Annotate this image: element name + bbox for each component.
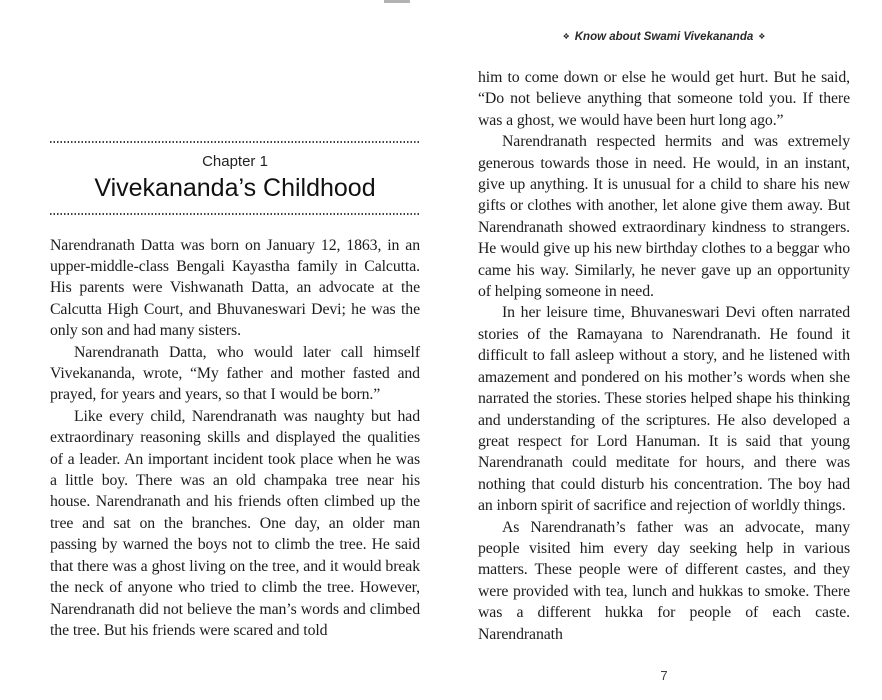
paragraph: him to come down or else he would get hurt. But he said, “Do not believe anything that someone told you. If there was a ghost, we would have been hurt long ago.” (478, 69, 850, 129)
right-page-body (478, 67, 850, 645)
left-page (50, 0, 420, 641)
paragraph: Narendranath Datta, who would later call himself Vivekananda, wrote, “My father and mother fasted and prayed, for years and years, so that I would be born.” (50, 343, 420, 404)
paragraph: Like every child, Narendranath was naughty but had extraordinary reasoning skills and displayed the qualities of a leader. An important incident took place when he was a little boy. There was an old champaka tree near his house. Narendranath and his friends often climbed up the tree and sat on the branches. One day, an older man passing by warned the boys not to climb the tree. He said that there was a ghost living on the tree, and it would break the neck of anyone who tried to climb the tree. However, Narendranath did not believe the man’s words and climbed the tree. But his friends were scared and told (50, 407, 420, 639)
chapter-title: Vivekananda’s Childhood (94, 173, 376, 202)
chapter-number: Chapter 1 (202, 152, 268, 170)
paragraph: Narendranath Datta was born on January 12, 1863, in an upper-middle-class Bengali Kayastha family in Calcutta. His parents were Vishwanath Datta, an advocate at the Calcutta High Court, and Bhuvaneswari Devi; he was the only son and had many sisters. (50, 236, 420, 340)
running-header-text: Know about Swami Vivekananda (574, 31, 754, 43)
right-page (478, 0, 850, 683)
running-header (478, 31, 850, 43)
dotted-rule-top (50, 141, 420, 143)
left-page-body (50, 235, 420, 642)
ornament-left-icon: ❖ (562, 31, 570, 41)
chapter-heading (50, 141, 420, 215)
paragraph: As Narendranath’s father was an advocate, many people visited him every day seeking help in various matters. These people were of different castes, and they were provided with tea, lunch and hukkas to smoke. There was a different hukka for people of each caste. Narendranath (478, 518, 850, 643)
paragraph: In her leisure time, Bhuvaneswari Devi often narrated stories of the Ramayana to Narendranath. He found it difficult to fall asleep without a story, and he listened with amazement and pondered on his mother’s words when she narrated the stories. These stories helped shape his thinking and understanding of the scriptures. He also developed a great respect for Lord Hanuman. It is said that young Narendranath could meditate for hours, and there was nothing that could disturb his concentration. The boy had an inborn spirit of sacrifice and rejection of worldly things. (478, 304, 850, 515)
dotted-rule-bottom (50, 213, 420, 215)
page-number: 7 (660, 668, 668, 683)
paragraph: Narendranath respected hermits and was extremely generous towards those in need. He would, in an instant, give up anything. It is unusual for a child to share his new gifts or clothes with another, let alone give them away. But Narendranath showed extraordinary kindness to strangers. He would give up his new birthday clothes to a beggar who came his way. Similarly, he never gave up an opportunity of helping someone in need. (478, 133, 850, 301)
ornament-right-icon: ❖ (758, 31, 766, 41)
